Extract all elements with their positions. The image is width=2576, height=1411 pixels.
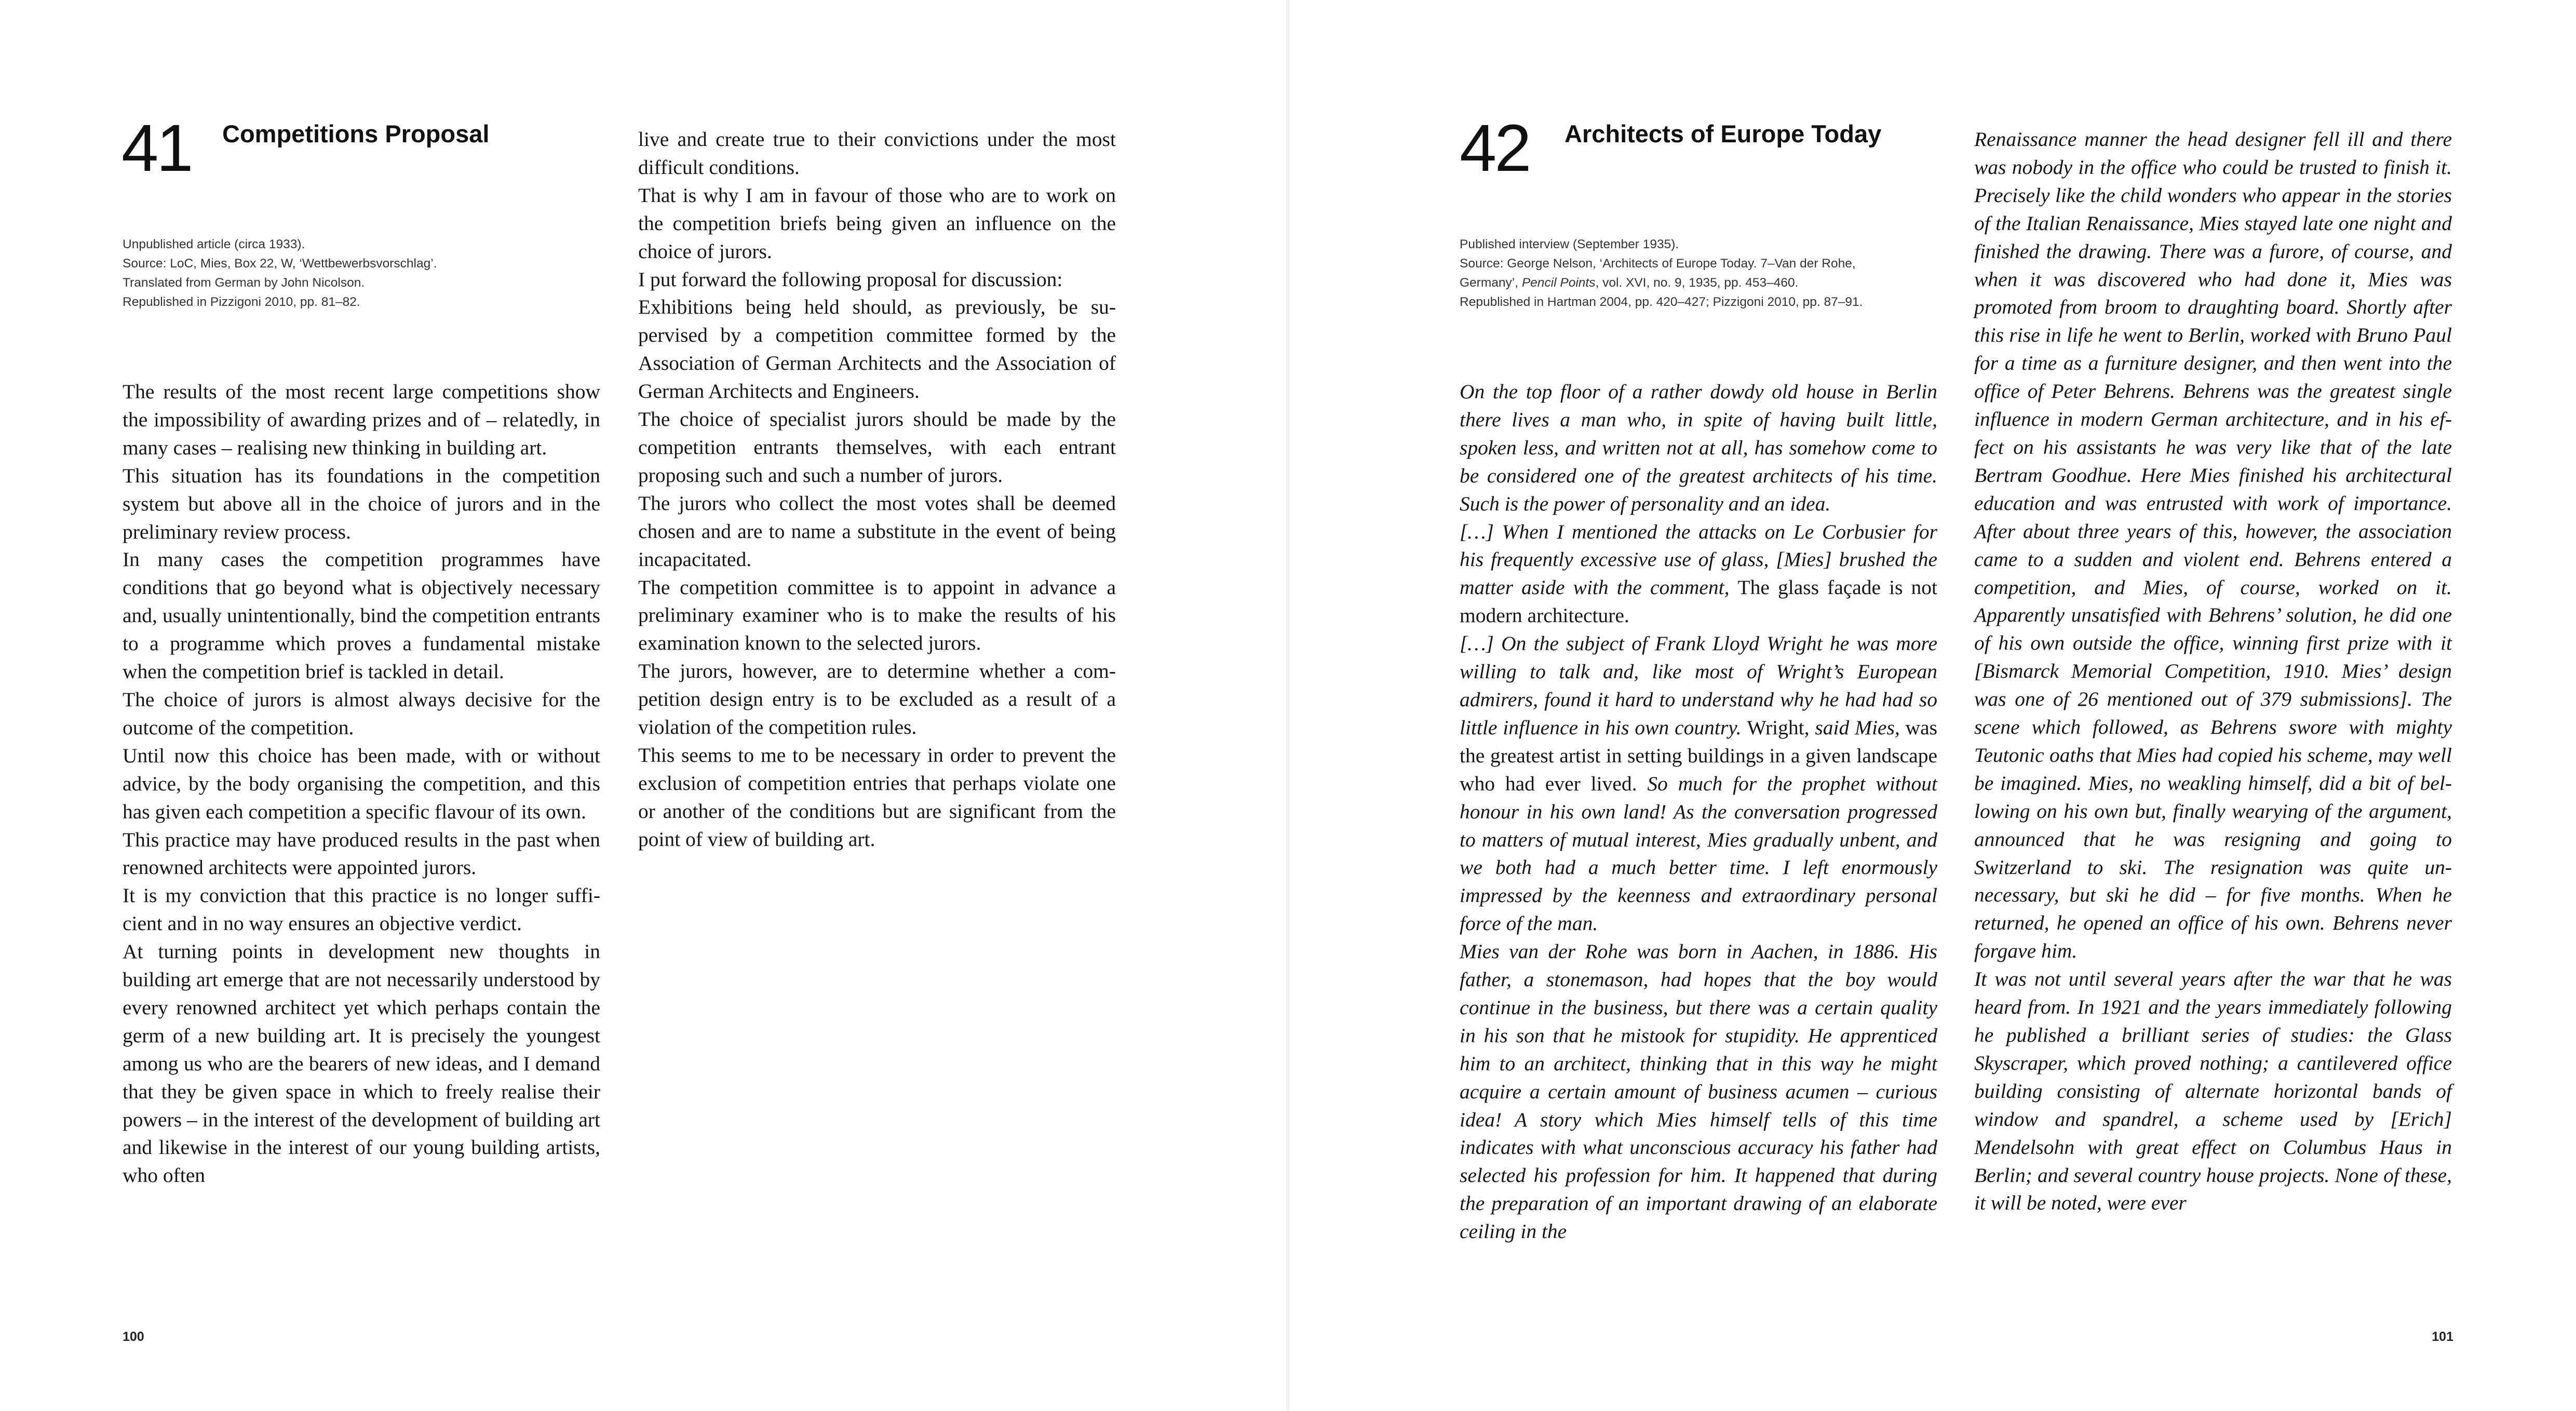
paragraph: This practice may have produced results in the past when renowned architects were appointed jurors. bbox=[123, 828, 600, 879]
italic-text: […] On the subject of Frank Lloyd Wright he was more willing to talk and, like most of Wright’s European admirers, found it hard to understand why he had had so little influence in his own country. bbox=[1460, 632, 1937, 739]
source-note-text: , vol. XVI, no. 9, 1935, pp. 453–460. bbox=[1595, 276, 1799, 290]
source-note-line: Republished in Pizzigoni 2010, pp. 81–82. bbox=[123, 295, 360, 309]
paragraph: In many cases the competition programmes have conditions that go beyond what is objectively necessary and, usually unintentionally, bind the competition entrants to a programme which proves a fundamental mistake when the competition brief is tackled in detail. bbox=[123, 548, 600, 683]
paragraph: On the top floor of a rather dowdy old house in Berlin there lives a man who, in spite of having built little, spoken less, and written not at all, has somehow come to be considered one of the greatest architects of his time. Such is the power of personality and an idea. bbox=[1460, 380, 1937, 515]
page-number: 100 bbox=[123, 1329, 144, 1344]
paragraph: Mies van der Rohe was born in Aachen, in 1886. His father, a stonemason, had hopes that the boy would continue in the business, but there was a certain quality in his son that he mistook for stupidity. He apprenticed him to an architect, thinking that in this way he might acquire a certain amount of business acumen – curious idea! A story which Mies himself tells of this time indicates with what unconscious accuracy his father had selected his profession for him. It happened that during the preparation of an important drawing of an elaborate ceiling in the bbox=[1460, 940, 1937, 1243]
paragraph: It is my conviction that this practice is no longer sufficient and in no way ensures an objective verdict. bbox=[123, 884, 600, 935]
paragraph bbox=[1460, 518, 1937, 630]
paragraph: Renaissance manner the head designer fell ill and there was nobody in the office who could be trusted to finish it. Precisely like the child wonders who appear in the stories of the Italian Renaissance, Mies stayed late one night and finished the drawing. There was a furore, of course, and when it was discovered who had done it, Mies was promoted from broom to draughting board. Shortly after this rise in life he went to Berlin, worked with Bruno Paul for a time as a furniture designer, and then went into the office of Peter Behrens. Behrens was the greatest single influence in modern German architecture, and in his effect on his assistants he was very like that of the late Bertram Goodhue. Here Mies finished his architectural education and was entrusted with work of importance. After about three years of this, however, the association came to a sudden and violent end. Behrens entered a competition, and Mies, of course, worked on it. Apparently unsatisfied with Behrens’ solution, he did one of his own outside the office, winning first prize with it [Bismarck Memorial Competition, 1910. Mies’ design was one of 26 mentioned out of 379 submissions]. The scene which followed, as Behrens swore with mighty Teutonic oaths that Mies had copied his scheme, may well be imagined. Mies, no weakling himself, did a bit of bellowing on his own but, finally wearying of the argument, announced that he was resigning and going to Switzerland to ski. The resignation was quite unnecessary, but ski he did – for five months. When he returned, he opened an office of his own. Behrens never forgave him. bbox=[1974, 128, 2452, 963]
chapter-number: 42 bbox=[1460, 111, 1530, 185]
body-column-1 bbox=[1460, 378, 1937, 1246]
source-note-text: Germany’, bbox=[1460, 276, 1522, 290]
paragraph: This seems to me to be necessary in order to prevent the exclusion of competition entries that perhaps violate one or another of the conditions but are significant from the point of view of building art. bbox=[638, 743, 1116, 851]
journal-title: Pencil Points bbox=[1521, 276, 1596, 290]
source-note-line: Source: LoC, Mies, Box 22, W, ‘Wettbewerbsvorschlag’. bbox=[123, 257, 437, 271]
source-note-line: Translated from German by John Nicolson. bbox=[123, 276, 365, 290]
paragraph: Exhibitions being held should, as previously, be supervised by a competition committee formed by the Association of German Architects and the Association of German Architects and Engineers. bbox=[638, 295, 1116, 403]
paragraph: This situation has its foundations in the competition system but above all in the choice of jurors and in the preliminary review process. bbox=[123, 464, 600, 543]
source-note-line bbox=[1460, 273, 1927, 292]
paragraph: I put forward the following proposal for discussion: bbox=[638, 267, 1063, 291]
paragraph: The jurors who collect the most votes shall be deemed chosen and are to name a substitute in the event of being incapacitated. bbox=[638, 491, 1116, 571]
paragraph: The competition committee is to appoint in advance a preliminary examiner who is to make the results of his examination known to the selected jurors. bbox=[638, 575, 1116, 655]
source-note-line: Unpublished article (circa 1933). bbox=[123, 237, 305, 251]
left-page bbox=[0, 0, 1286, 1411]
italic-text: said Mies, bbox=[1809, 716, 1906, 739]
page-number: 101 bbox=[2432, 1329, 2453, 1344]
source-note-line: Republished in Hartman 2004, pp. 420–427; Pizzigoni 2010, pp. 87–91. bbox=[1460, 295, 1863, 309]
source-note-line: Source: George Nelson, ‘Architects of Europe Today. 7–Van der Rohe, bbox=[1460, 257, 1856, 271]
paragraph: The choice of specialist jurors should be made by the competition entrants themselves, with each entrant proposing such and such a number of jurors. bbox=[638, 408, 1116, 487]
paragraph: That is why I am in favour of those who are to work on the competition briefs being given an influence on the choice of jurors. bbox=[638, 183, 1116, 263]
italic-text: So much for the prophet without honour in his own land! As the conversation progressed to matters of mutual interest, Mies gradually unbent, and we both had a much better time. I left enormously impressed by the keenness and extraordinary personal force of the man. bbox=[1460, 772, 1938, 935]
body-column-2 bbox=[638, 126, 1116, 854]
source-note-line: Published interview (September 1935). bbox=[1460, 237, 1679, 251]
paragraph: Until now this choice has been made, with or without advice, by the body organising the competition, and this has given each competition a specific flavour of its own. bbox=[123, 744, 600, 823]
chapter-title: Architects of Europe Today bbox=[1565, 120, 1882, 147]
chapter-title: Competitions Proposal bbox=[222, 120, 490, 147]
quote-text: Wright, bbox=[1747, 716, 1810, 739]
source-notes bbox=[123, 235, 590, 312]
right-page bbox=[1289, 0, 2576, 1411]
paragraph: The results of the most recent large competitions show the impossibility of awarding prizes and of – relatedly, in many cases – realising new thinking in building art. bbox=[123, 380, 600, 459]
chapter-number: 41 bbox=[122, 111, 192, 185]
body-column-1 bbox=[123, 378, 600, 1190]
paragraph: It was not until several years after the war that he was heard from. In 1921 and the years immediately following he published a brilliant series of studies: the Glass Skyscraper, which proved nothing; a cantilevered office building consisting of alternate horizontal bands of window and spandrel, a scheme used by [Erich] Mendelsohn with great effect on Columbus Haus in Berlin; and several country house projects. None of these, it will be noted, were ever bbox=[1974, 967, 2452, 1215]
paragraph: At turning points in development new thoughts in building art emerge that are not necessarily understood by every renowned architect yet which perhaps contain the germ of a new building art. It is precisely the youngest among us who are the bearers of new ideas, and I demand that they be given space in which to freely realise their powers – in the interest of the development of building art and likewise in the interest of our young building artists, who often bbox=[123, 940, 600, 1187]
source-notes bbox=[1460, 235, 1927, 312]
paragraph: The jurors, however, are to determine whether a competition design entry is to be excluded as a result of a violation of the competition rules. bbox=[638, 660, 1116, 739]
italic-text: […] When I mentioned the attacks on Le Corbusier for his frequently excessive use of glass, [Mies] brushed the matter aside with the comment, bbox=[1460, 520, 1937, 599]
quote-text: The glass façade is not modern architecture. bbox=[1460, 576, 1937, 627]
body-column-2 bbox=[1974, 126, 2452, 1217]
paragraph bbox=[1460, 630, 1937, 938]
quote-text: was the greatest artist in setting buildings in a given landscape who had ever lived. bbox=[1460, 716, 1937, 795]
paragraph: The choice of jurors is almost always decisive for the outcome of the competition. bbox=[123, 688, 600, 739]
paragraph: live and create true to their convictions under the most difficult conditions. bbox=[638, 128, 1116, 179]
